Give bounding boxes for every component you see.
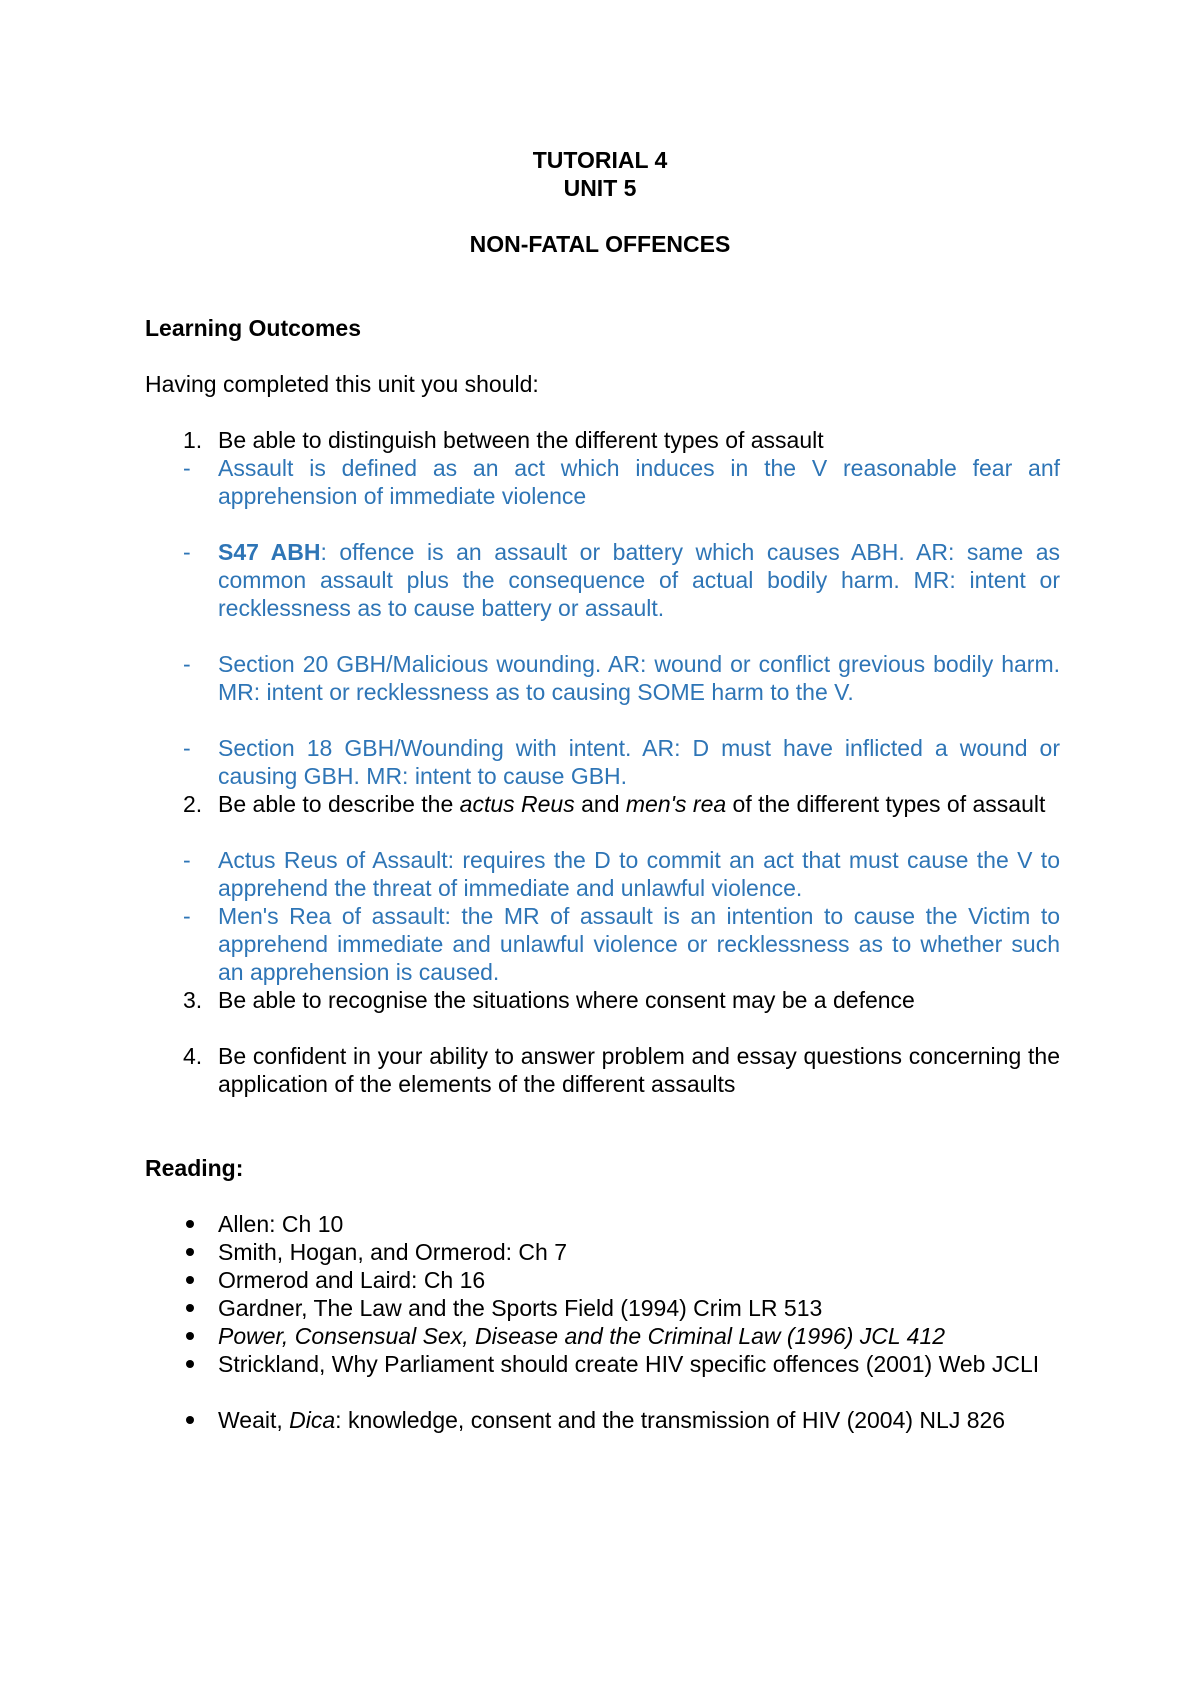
dica-case-name: Dica <box>289 1407 336 1433</box>
outcome-text: Be able to distinguish between the different types of assault <box>218 427 824 453</box>
s47-label: S47 ABH <box>218 539 321 565</box>
s47-description: : offence is an assault or battery which causes ABH. AR: same as common assault plus the consequence of actual bodily harm. MR: intent or recklessness as to cause battery or assault. <box>218 539 1060 621</box>
reading-text-part: Weait, <box>218 1407 290 1433</box>
outcome-text: Be able to recognise the situations where consent may be a defence <box>218 987 915 1013</box>
reading-item-text: Ormerod and Laird: Ch 16 <box>218 1267 486 1293</box>
outcome-text-part: Be able to describe the <box>218 791 460 817</box>
actus-reus-term: actus Reus <box>459 791 575 817</box>
note-text: Assault is defined as an act which induces in the V reasonable fear anf apprehension of immediate violence <box>218 455 1060 509</box>
reading-item-text: Gardner, The Law and the Sports Field (1994) Crim LR 513 <box>218 1295 823 1321</box>
reading-item-text: Smith, Hogan, and Ormerod: Ch 7 <box>218 1239 567 1265</box>
note-text: Actus Reus of Assault: requires the D to commit an act that must cause the V to apprehend the threat of immediate and unlawful violence. <box>218 847 1060 901</box>
outcome-text-part: of the different types of assault <box>726 791 1046 817</box>
list-number: 1. <box>183 427 203 453</box>
dash-marker: - <box>183 455 191 481</box>
outcome-text <box>218 790 1060 818</box>
document-subtitle: NON-FATAL OFFENCES <box>469 231 731 257</box>
outcome-text-part: and <box>574 791 626 817</box>
reading-item-text: Power, Consensual Sex, Disease and the Criminal Law (1996) JCL 412 <box>218 1323 946 1349</box>
list-number: 2. <box>183 791 203 817</box>
reading-item-text <box>218 1406 1060 1434</box>
learning-intro: Having completed this unit you should: <box>145 371 539 397</box>
dash-marker: - <box>183 847 191 873</box>
bullet-icon <box>186 1360 194 1368</box>
dash-marker: - <box>183 651 191 677</box>
list-number: 3. <box>183 987 203 1013</box>
reading-text-part: : knowledge, consent and the transmission of HIV (2004) NLJ 826 <box>335 1407 1006 1433</box>
mens-rea-term: men's rea <box>625 791 727 817</box>
learning-outcomes-heading: Learning Outcomes <box>145 315 361 341</box>
reading-item-text: Allen: Ch 10 <box>218 1211 344 1237</box>
bullet-icon <box>186 1332 194 1340</box>
outcome-text: Be confident in your ability to answer problem and essay questions concerning the application of the elements of the different assaults <box>218 1043 1060 1097</box>
unit-title: UNIT 5 <box>563 175 637 201</box>
reading-heading: Reading: <box>145 1155 244 1181</box>
note-text <box>218 538 1060 622</box>
bullet-icon <box>186 1416 194 1424</box>
bullet-icon <box>186 1248 194 1256</box>
bullet-icon <box>186 1220 194 1228</box>
note-text: Section 18 GBH/Wounding with intent. AR: D must have inflicted a wound or causing GBH. MR: intent to cause GBH. <box>218 735 1060 789</box>
note-text: Section 20 GBH/Malicious wounding. AR: wound or conflict grevious bodily harm. MR: intent or recklessness as to causing SOME harm to the V. <box>218 651 1060 705</box>
dash-marker: - <box>183 735 191 761</box>
bullet-icon <box>186 1276 194 1284</box>
bullet-icon <box>186 1304 194 1312</box>
dash-marker: - <box>183 903 191 929</box>
reading-item-text: Strickland, Why Parliament should create HIV specific offences (2001) Web JCLI <box>218 1351 1040 1377</box>
list-number: 4. <box>183 1043 203 1069</box>
note-text: Men's Rea of assault: the MR of assault is an intention to cause the Victim to apprehend immediate and unlawful violence or recklessness as to whether such an apprehension is caused. <box>218 903 1060 985</box>
tutorial-title: TUTORIAL 4 <box>532 147 668 173</box>
dash-marker: - <box>183 539 191 565</box>
